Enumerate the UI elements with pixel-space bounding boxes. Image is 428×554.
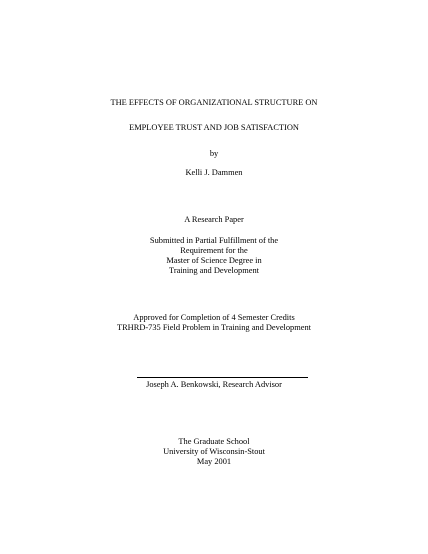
submission-line-3: Master of Science Degree in — [166, 256, 262, 265]
institution-line-2: University of Wisconsin-Stout — [163, 447, 265, 456]
advisor-name: Joseph A. Benkowski, Research Advisor — [146, 380, 282, 389]
submission-line-2: Requirement for the — [180, 246, 248, 255]
author-name: Kelli J. Dammen — [185, 168, 243, 177]
by-label: by — [209, 149, 219, 158]
institution-line-1: The Graduate School — [178, 437, 250, 446]
institution-date: May 2001 — [196, 457, 232, 466]
submission-line-4: Training and Development — [169, 266, 259, 275]
approval-line-2: TRHRD-735 Field Problem in Training and Development — [116, 323, 311, 332]
title-line-2: EMPLOYEE TRUST AND JOB SATISFACTION — [129, 123, 299, 132]
signature-line — [137, 377, 308, 378]
submission-line-1: Submitted in Partial Fulfillment of the — [149, 236, 279, 245]
title-line-1: THE EFFECTS OF ORGANIZATIONAL STRUCTURE ON — [110, 98, 318, 107]
paper-type: A Research Paper — [184, 215, 244, 224]
approval-line-1: Approved for Completion of 4 Semester Credits — [133, 313, 295, 322]
